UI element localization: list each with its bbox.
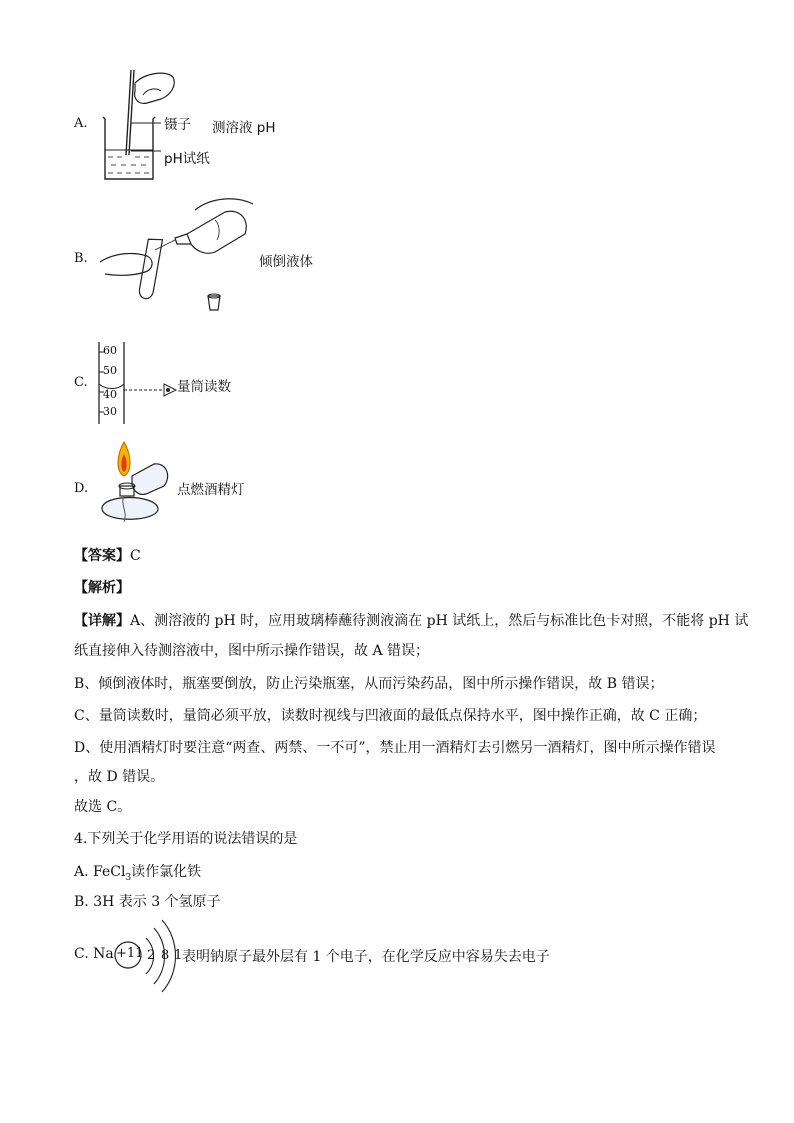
option-c-caption: 量筒读数 — [177, 379, 231, 395]
option-a-letter: A. — [74, 116, 88, 131]
option-d-letter: D. — [74, 481, 89, 496]
ph-paper-label: pH试纸 — [164, 151, 210, 167]
shell-3-count: 1 — [174, 948, 183, 963]
detail-line-6: ，故 D 错误。 — [74, 769, 165, 785]
option-c-letter: C. — [74, 375, 88, 390]
tick-50: 50 — [103, 364, 117, 377]
shell-2-count: 8 — [161, 948, 170, 963]
question-option-c-text: 表明钠原子最外层有 1 个电子，在化学反应中容易失去电子 — [182, 949, 550, 965]
tick-40: 40 — [103, 388, 117, 401]
detail-line-1: 【详解】A、测溶液的 pH 时，应用玻璃棒蘸待测液滴在 pH 试纸上，然后与标准比色卡对照，不能将 pH 试 — [74, 613, 749, 629]
tick-60: 60 — [103, 344, 117, 357]
question-option-a: A. FeCl$_3$读作氯化铁 — [74, 864, 202, 883]
question-stem: 4.下列关于化学用语的说法错误的是 — [74, 831, 298, 847]
ph-test-illustration — [95, 65, 225, 185]
analysis-label: 【解析】 — [74, 580, 130, 596]
alcohol-lamp-illustration — [94, 442, 184, 532]
tweezers-label: 镊子 — [164, 117, 191, 133]
detail-line-7: 故选 C。 — [74, 799, 132, 815]
option-b-letter: B. — [74, 251, 88, 266]
answer-value: C — [130, 548, 141, 564]
detail-line-2: 纸直接伸入待测溶液中，图中所示操作错误，故 A 错误； — [74, 643, 430, 659]
detail-line-4: C、量筒读数时，量筒必须平放，读数时视线与凹液面的最低点保持水平，图中操作正确，故 C 正确； — [74, 708, 707, 724]
detail-label: 【详解】 — [74, 613, 130, 629]
question-option-c-prefix: C. Na — [74, 946, 114, 962]
option-d-caption: 点燃酒精灯 — [177, 482, 245, 498]
option-a-caption: 测溶液 pH — [212, 120, 276, 136]
tick-30: 30 — [103, 405, 117, 418]
answer-label: 【答案】 — [74, 548, 130, 564]
question-option-b: B. 3H 表示 3 个氢原子 — [74, 894, 221, 910]
nucleus-charge: +11 — [116, 946, 144, 961]
pouring-liquid-illustration — [95, 190, 265, 320]
answer-line — [74, 545, 141, 565]
detail-line-3: B、倾倒液体时，瓶塞要倒放，防止污染瓶塞，从而污染药品，图中所示操作错误，故 B 错误； — [74, 676, 664, 692]
shell-1-count: 2 — [147, 948, 156, 963]
detail-line-5: D、使用酒精灯时要注意“两查、两禁、一不可”，禁止用一酒精灯去引燃另一酒精灯，图中所示操作错误 — [74, 740, 716, 756]
option-b-caption: 倾倒液体 — [259, 254, 313, 270]
